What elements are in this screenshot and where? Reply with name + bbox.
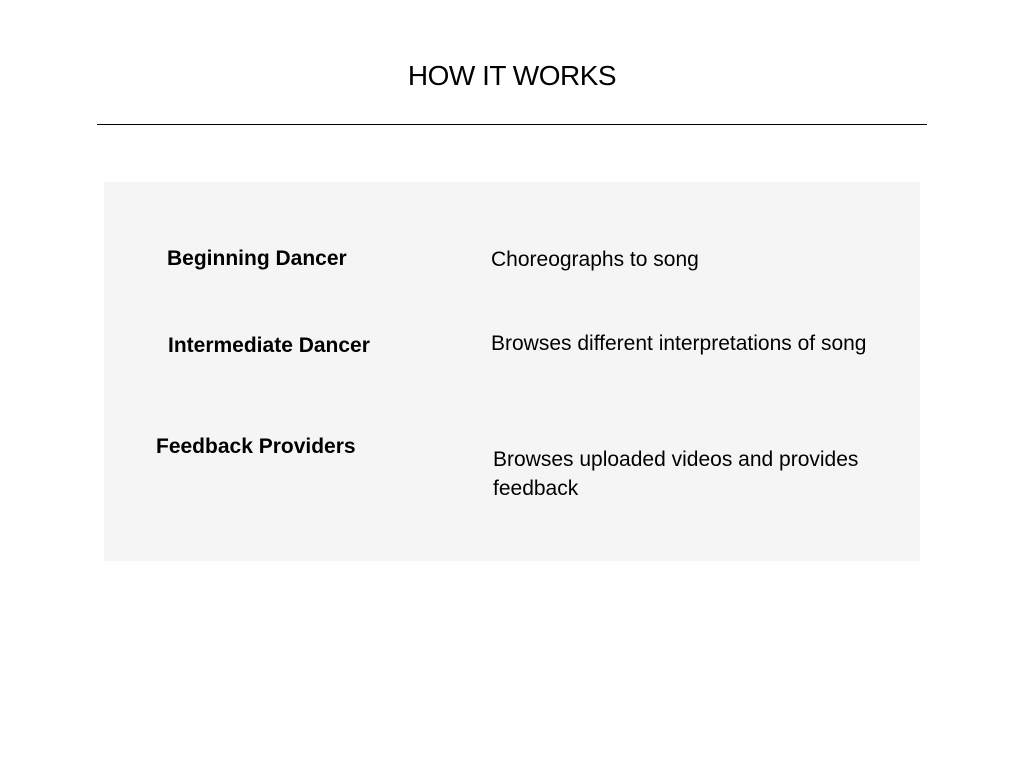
role-label-beginning-dancer: Beginning Dancer [167,247,347,270]
role-description-feedback-providers: Browses uploaded videos and provides feedback [493,448,859,500]
title-divider [97,124,927,125]
roles-panel [104,182,920,561]
slide-title: HOW IT WORKS [407,60,617,91]
role-description-intermediate-dancer: Browses different interpretations of song [491,332,867,355]
role-label-feedback-providers: Feedback Providers [156,435,356,458]
role-label-intermediate-dancer: Intermediate Dancer [168,334,370,357]
role-description-beginning-dancer: Choreographs to song [491,248,699,271]
